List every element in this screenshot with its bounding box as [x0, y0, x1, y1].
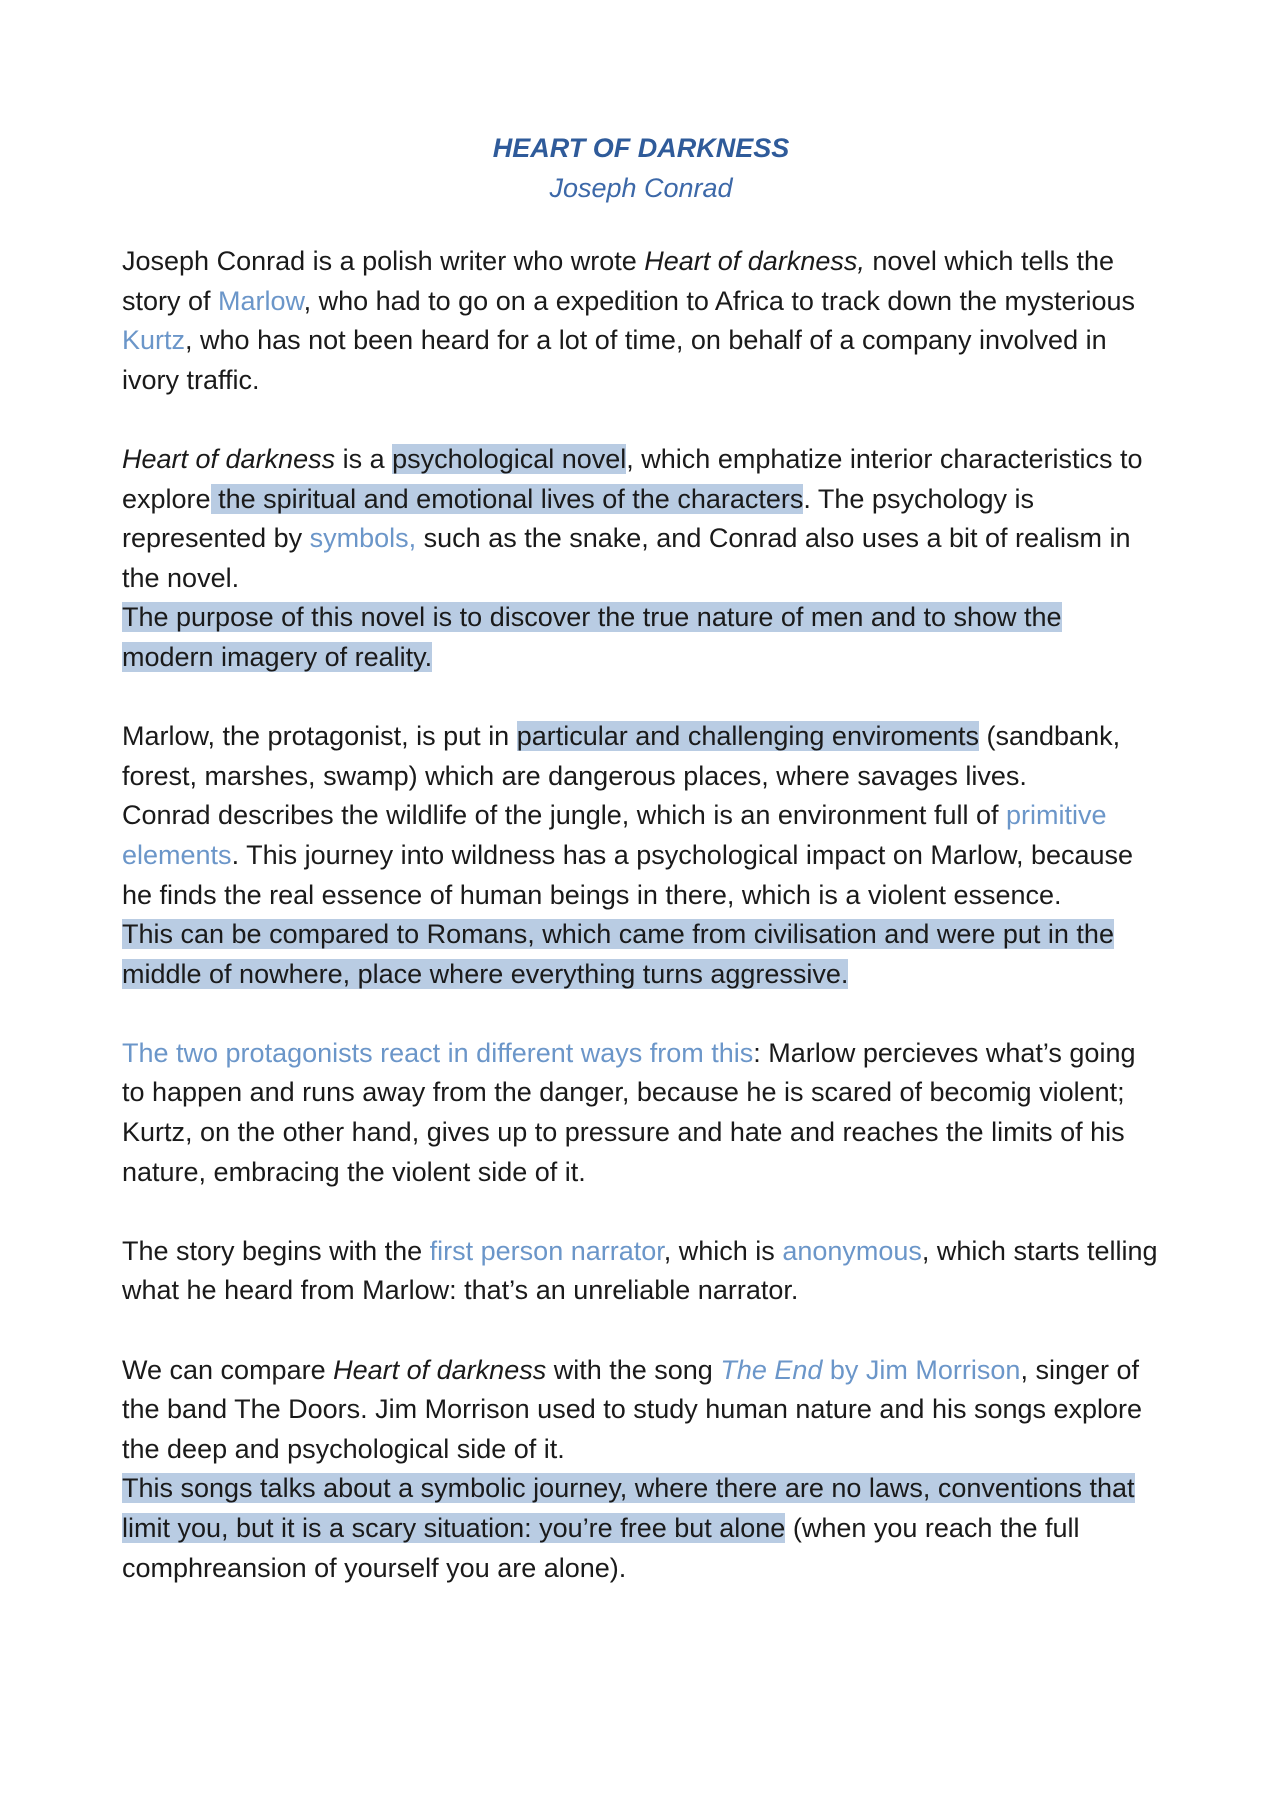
- text-run: , which is: [663, 1235, 783, 1266]
- text-run: (when you reach the full comphreansion of yourself you are alone).: [122, 1513, 1080, 1583]
- text-run: , who has not been heard for a lot of time, on behalf of a company involved in ivory traffic.: [122, 325, 1107, 395]
- highlight-romans: This can be compared to Romans, which came from civilisation and were put in the middle of nowhere, place where everything turns aggressive.: [122, 919, 1114, 989]
- text-run: . This journey into wildness has a psychological impact on Marlow, because he finds the real essence of human beings in there, which is a violent essence.: [122, 839, 1134, 910]
- text-run: The story begins with the: [122, 1235, 430, 1266]
- text-run: : Marlow percieves what’s going to happen and runs away from the danger, because he is scared of becomig violent; Kurtz, on the other hand, gives up to pressure and hate and reaches the limits of his nature, embracing the violent side of it.: [122, 1037, 1136, 1187]
- title-block: [122, 128, 1160, 208]
- text-run: , which starts telling what he heard from Marlow: that’s an unreliable narrator.: [122, 1235, 1158, 1306]
- text-run: novel which tells the story of: [122, 246, 1114, 316]
- document-author: Joseph Conrad: [549, 173, 733, 203]
- text-run: is a: [335, 443, 393, 474]
- book-title: Heart of darkness: [122, 443, 336, 474]
- text-run: We can compare: [122, 1354, 334, 1385]
- term-two-protagonists: The two protagonists react in different ways from this: [122, 1037, 754, 1068]
- term-kurtz: Kurtz: [122, 325, 186, 356]
- text-run: (sandbank, forest, marshes, swamp) which are dangerous places, where savages lives.: [122, 721, 1121, 791]
- text-run: Joseph Conrad is a polish writer who wrote: [122, 246, 645, 276]
- paragraph-narrator: [122, 1232, 1160, 1311]
- book-title: Heart of darkness: [333, 1354, 547, 1385]
- text-run: , who had to go on a expedition to Africa to track down the mysterious: [303, 285, 1136, 316]
- highlight-purpose: The purpose of this novel is to discover the true nature of men and to show the modern imagery of reality.: [122, 602, 1062, 672]
- highlight-environments: particular and challenging enviroments: [516, 721, 979, 752]
- paragraph-protagonists: [122, 1034, 1160, 1192]
- text-run: Conrad describes the wildlife of the jungle, which is an environment full of: [122, 800, 1006, 831]
- text-run: Marlow, the protagonist, is put in: [122, 721, 517, 752]
- text-run: , singer of the band The Doors. Jim Morrison used to study human nature and his songs explore the deep and psychological side of it.: [122, 1354, 1143, 1464]
- paragraph-the-end: [122, 1351, 1160, 1589]
- text-run: with the song: [546, 1354, 721, 1385]
- highlight-psychological-novel: psychological novel: [392, 443, 627, 474]
- paragraph-psychological-novel: [122, 440, 1160, 678]
- text-run: . The psychology is represented by: [122, 483, 1035, 554]
- document-title: HEART OF DARKNESS: [492, 133, 790, 163]
- term-jim-morrison: by Jim Morrison: [822, 1354, 1021, 1385]
- term-first-person-narrator: first person narrator: [429, 1235, 664, 1266]
- highlight-symbolic-journey: This songs talks about a symbolic journey, where there are no laws, conventions that limit you, but it is a scary situation: you’re free but alone: [122, 1473, 1135, 1543]
- text-run: , which emphatize interior characteristics to explore: [122, 443, 1143, 514]
- book-title: Heart of darkness,: [644, 246, 865, 276]
- text-run: such as the snake, and Conrad also uses a bit of realism in the novel.: [122, 523, 1131, 593]
- paragraph-intro: [122, 242, 1160, 400]
- term-primitive-elements: primitive elements: [122, 800, 1107, 870]
- highlight-spiritual-lives: the spiritual and emotional lives of the characters: [210, 483, 804, 514]
- paragraph-environments: [122, 717, 1160, 994]
- song-title: The End: [720, 1354, 823, 1385]
- term-marlow: Marlow: [218, 285, 304, 316]
- term-anonymous: anonymous: [782, 1235, 922, 1266]
- term-symbols: symbols,: [309, 523, 417, 554]
